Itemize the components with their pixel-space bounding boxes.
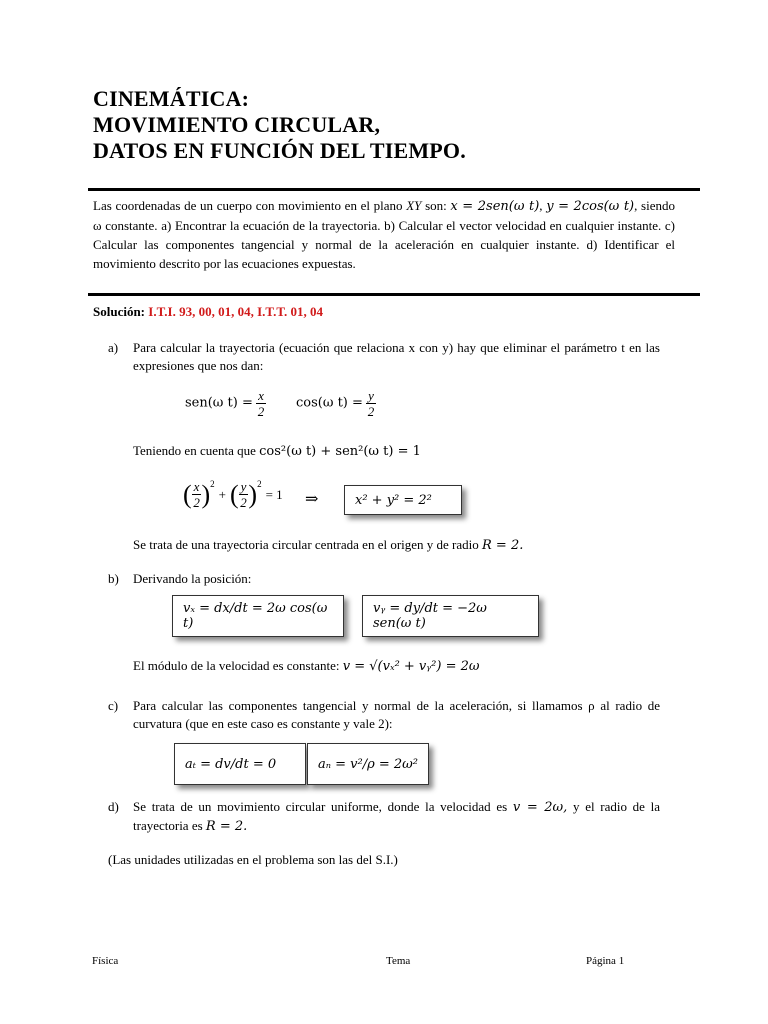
part-d-text2: y el radio de la trayectoria es xyxy=(133,799,661,833)
an-box xyxy=(307,743,429,785)
eq-cos-den: 2 xyxy=(367,404,375,419)
part-a-text: Para calcular la trayectoria (ecuación que relaciona x con y) hay que eliminar el parámetro t en las expresiones que nos dan: xyxy=(133,340,660,373)
solution-refs: I.T.I. 93, 00, 01, 04, I.T.T. 01, 04 xyxy=(148,304,324,319)
speed-eq: v = √(vₓ² + vᵧ²) = 2ω xyxy=(342,659,480,674)
part-a-conclusion xyxy=(133,536,523,555)
part-b-label: b) xyxy=(108,571,119,586)
statement-plane: XY xyxy=(406,198,422,213)
part-c-label: c) xyxy=(108,698,119,713)
speed-text: El módulo de la velocidad es constante: xyxy=(133,658,340,673)
identity-line xyxy=(133,442,421,461)
an-eq: aₙ = v²/ρ = 2ω² xyxy=(318,756,418,772)
eq-cos-num: y xyxy=(368,388,374,403)
part-d-label: d) xyxy=(108,799,119,814)
footer-right: Página 1 xyxy=(586,955,625,967)
identity-text: Teniendo en cuenta que xyxy=(133,443,256,458)
part-d-text xyxy=(133,798,660,836)
statement-y-eq: y = 2cos(ω t) xyxy=(546,199,635,214)
circle-equation: ( $\frac{x}{2}$ ) $^2$ + ( $\frac{y}{2}$ ) $^2$ = 1 xyxy=(183,479,283,510)
radius-value: R = 2. xyxy=(482,538,524,553)
eq-sen xyxy=(185,388,266,419)
circle-result-box xyxy=(344,485,462,515)
eq-sen-num: x xyxy=(258,388,264,403)
solution-label: Solución: xyxy=(93,304,146,319)
part-b-text: Derivando la posición: xyxy=(133,571,252,586)
footer-left: Física xyxy=(92,955,119,967)
title-line-2: MOVIMIENTO CIRCULAR, xyxy=(93,112,381,137)
eq-cos xyxy=(296,388,376,419)
page-title xyxy=(93,86,466,164)
identity-eq: cos²(ω t) + sen²(ω t) = 1 xyxy=(259,444,421,459)
speed-line xyxy=(133,657,480,676)
implies-arrow: ⇒ xyxy=(305,491,319,508)
statement-part1: Las coordenadas de un cuerpo con movimiento en el plano xyxy=(93,198,403,213)
eq-cos-left: cos(ω t) = xyxy=(296,395,363,411)
bottom-rule xyxy=(88,293,700,296)
eq-sen-left: sen(ω t) = xyxy=(185,395,253,411)
top-rule xyxy=(88,188,700,191)
statement-part2: , siendo ω constante. a) Encontrar la ecuación de la trayectoria. b) Calcular el vector velocidad en cualquier instante. c) Calcular las componentes tangencial y normal de la aceleración en cualquier instante. d) Identificar el movimiento descrito por las ecuaciones expuestas. xyxy=(93,198,676,271)
circle-rhs: = 1 xyxy=(265,486,283,502)
part-d-v: v = 2ω, xyxy=(512,800,568,815)
statement-x-eq: x = 2sen(ω t) xyxy=(450,199,540,214)
statement-son: son: xyxy=(425,198,447,213)
at-box xyxy=(174,743,306,785)
vx-eq: vₓ = dx/dt = 2ω cos(ω t) xyxy=(183,601,328,631)
at-eq: aₜ = dv/dt = 0 xyxy=(185,756,277,772)
footer-center: Tema xyxy=(386,955,411,967)
conclusion-text: Se trata de una trayectoria circular centrada en el origen y de radio xyxy=(133,537,479,552)
circle-y: y xyxy=(240,479,247,494)
circle-x: x xyxy=(193,479,200,494)
part-c-text: Para calcular las componentes tangencial y normal de la aceleración, si llamamos ρ al radio de curvatura (que en este caso es constante y vale 2): xyxy=(133,698,660,731)
vy-box xyxy=(362,595,539,637)
solution-heading xyxy=(93,304,323,320)
circle-result: x² + y² = 2² xyxy=(355,492,432,508)
circle-x-den: 2 xyxy=(193,495,200,510)
eq-sen-den: 2 xyxy=(257,404,265,419)
part-d-r: R = 2. xyxy=(205,819,248,834)
problem-statement: Las coordenadas de un cuerpo con movimiento en el plano XY son: x = 2sen(ω t), y = 2cos(ω t), siendo ω constante. a) Encontrar la ecuación de la trayectoria. b) Calcular el vector velocidad en cualquier instante. c) Calcular las componentes tangencial y normal de la aceleración en cualquier instante. d) Identificar el movimiento descrito por las ecuaciones expuestas. xyxy=(93,198,676,271)
vy-eq: vᵧ = dy/dt = −2ω sen(ω t) xyxy=(373,601,487,631)
title-line-1: CINEMÁTICA: xyxy=(93,86,250,111)
units-note: (Las unidades utilizadas en el problema son las del S.I.) xyxy=(108,852,398,867)
vx-box xyxy=(172,595,344,637)
part-a-label: a) xyxy=(108,340,119,355)
title-line-3: DATOS EN FUNCIÓN DEL TIEMPO. xyxy=(93,138,466,163)
part-d-text1: Se trata de un movimiento circular uniforme, donde la velocidad es xyxy=(133,799,508,814)
circle-y-den: 2 xyxy=(240,495,247,510)
